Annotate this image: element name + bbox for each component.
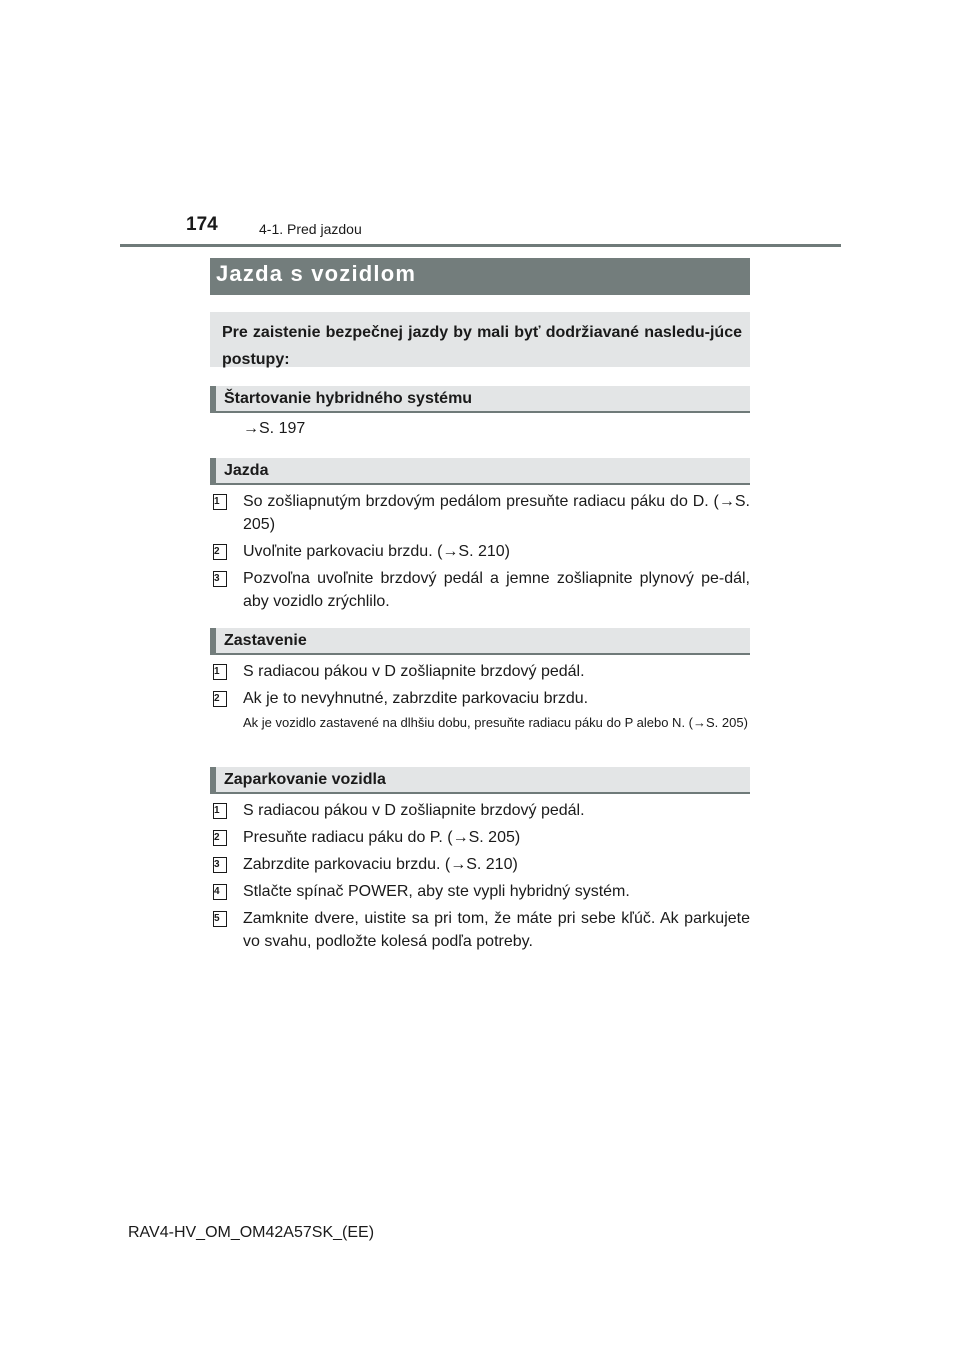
step-number-badge: 2 [213,544,227,560]
step-text: Zamknite dvere, uistite sa pri tom, že máte pri sebe kľúč. Ak parkujete vo svahu, podložte kolesá podľa potreby. [243,910,750,950]
step-item [210,540,750,563]
step-number-badge: 1 [213,664,227,680]
page-title-bar [210,258,750,295]
driving-steps [210,490,750,617]
step-number-badge: 3 [213,571,227,587]
step-text: S radiacou pákou v D zošliapnite brzdový pedál. [243,663,585,680]
section-header-parking [210,767,750,794]
section-label-parking: Zaparkovanie vozidla [224,771,386,788]
step-text: Pozvoľna uvoľnite brzdový pedál a jemne zošliapnite plynový pe-dál, aby vozidlo zrýchlilo. [243,570,750,610]
step-text: Ak je to nevyhnutné, zabrzdite parkovaciu brzdu. [243,690,589,707]
step-text: Uvoľnite parkovaciu brzdu. (→S. 210) [243,543,511,560]
intro-box [210,312,750,367]
header-divider [120,244,841,247]
step-text: Zabrzdite parkovaciu brzdu. (→S. 210) [243,856,518,873]
document-code: RAV4-HV_OM_OM42A57SK_(EE) [128,1224,375,1241]
step-text: So zošliapnutým brzdovým pedálom presuňte radiacu páku do D. (→S. 205) [243,493,750,533]
page-reference: →S. 197 [243,420,306,437]
intro-text: Pre zaistenie bezpečnej jazdy by mali byť dodržiavané nasledu-júce postupy: [222,324,742,368]
step-item [210,826,750,849]
step-item [210,907,750,953]
page-title: Jazda s vozidlom [216,261,417,286]
parking-steps [210,799,750,957]
step-number-badge: 4 [213,884,227,900]
step-number-badge: 1 [213,494,227,510]
step-text: Stlačte spínač POWER, aby ste vypli hybridný systém. [243,883,630,900]
step-item [210,687,750,710]
section-header-starting [210,386,750,413]
step-number-badge: 2 [213,691,227,707]
section-header-stopping [210,628,750,655]
step-text: Presuňte radiacu páku do P. (→S. 205) [243,829,521,846]
step-item [210,880,750,903]
chapter-title: 4-1. Pred jazdou [259,221,362,237]
page-number: 174 [186,214,218,235]
step-item [210,799,750,822]
section-label-stopping: Zastavenie [224,632,307,649]
step-text: S radiacou pákou v D zošliapnite brzdový pedál. [243,802,585,819]
section-label-driving: Jazda [224,462,269,479]
step-number-badge: 3 [213,857,227,873]
section-header-driving [210,458,750,485]
step-item [210,660,750,683]
section-label-starting: Štartovanie hybridného systému [224,390,473,407]
step-number-badge: 5 [213,911,227,927]
note-text: Ak je vozidlo zastavené na dlhšiu dobu, presuňte radiacu páku do P alebo N. (→S. 205) [243,715,748,730]
step-item [210,853,750,876]
step-number-badge: 2 [213,830,227,846]
step-number-badge: 1 [213,803,227,819]
step-item [210,567,750,613]
step-item [210,490,750,536]
stopping-steps [210,660,750,731]
